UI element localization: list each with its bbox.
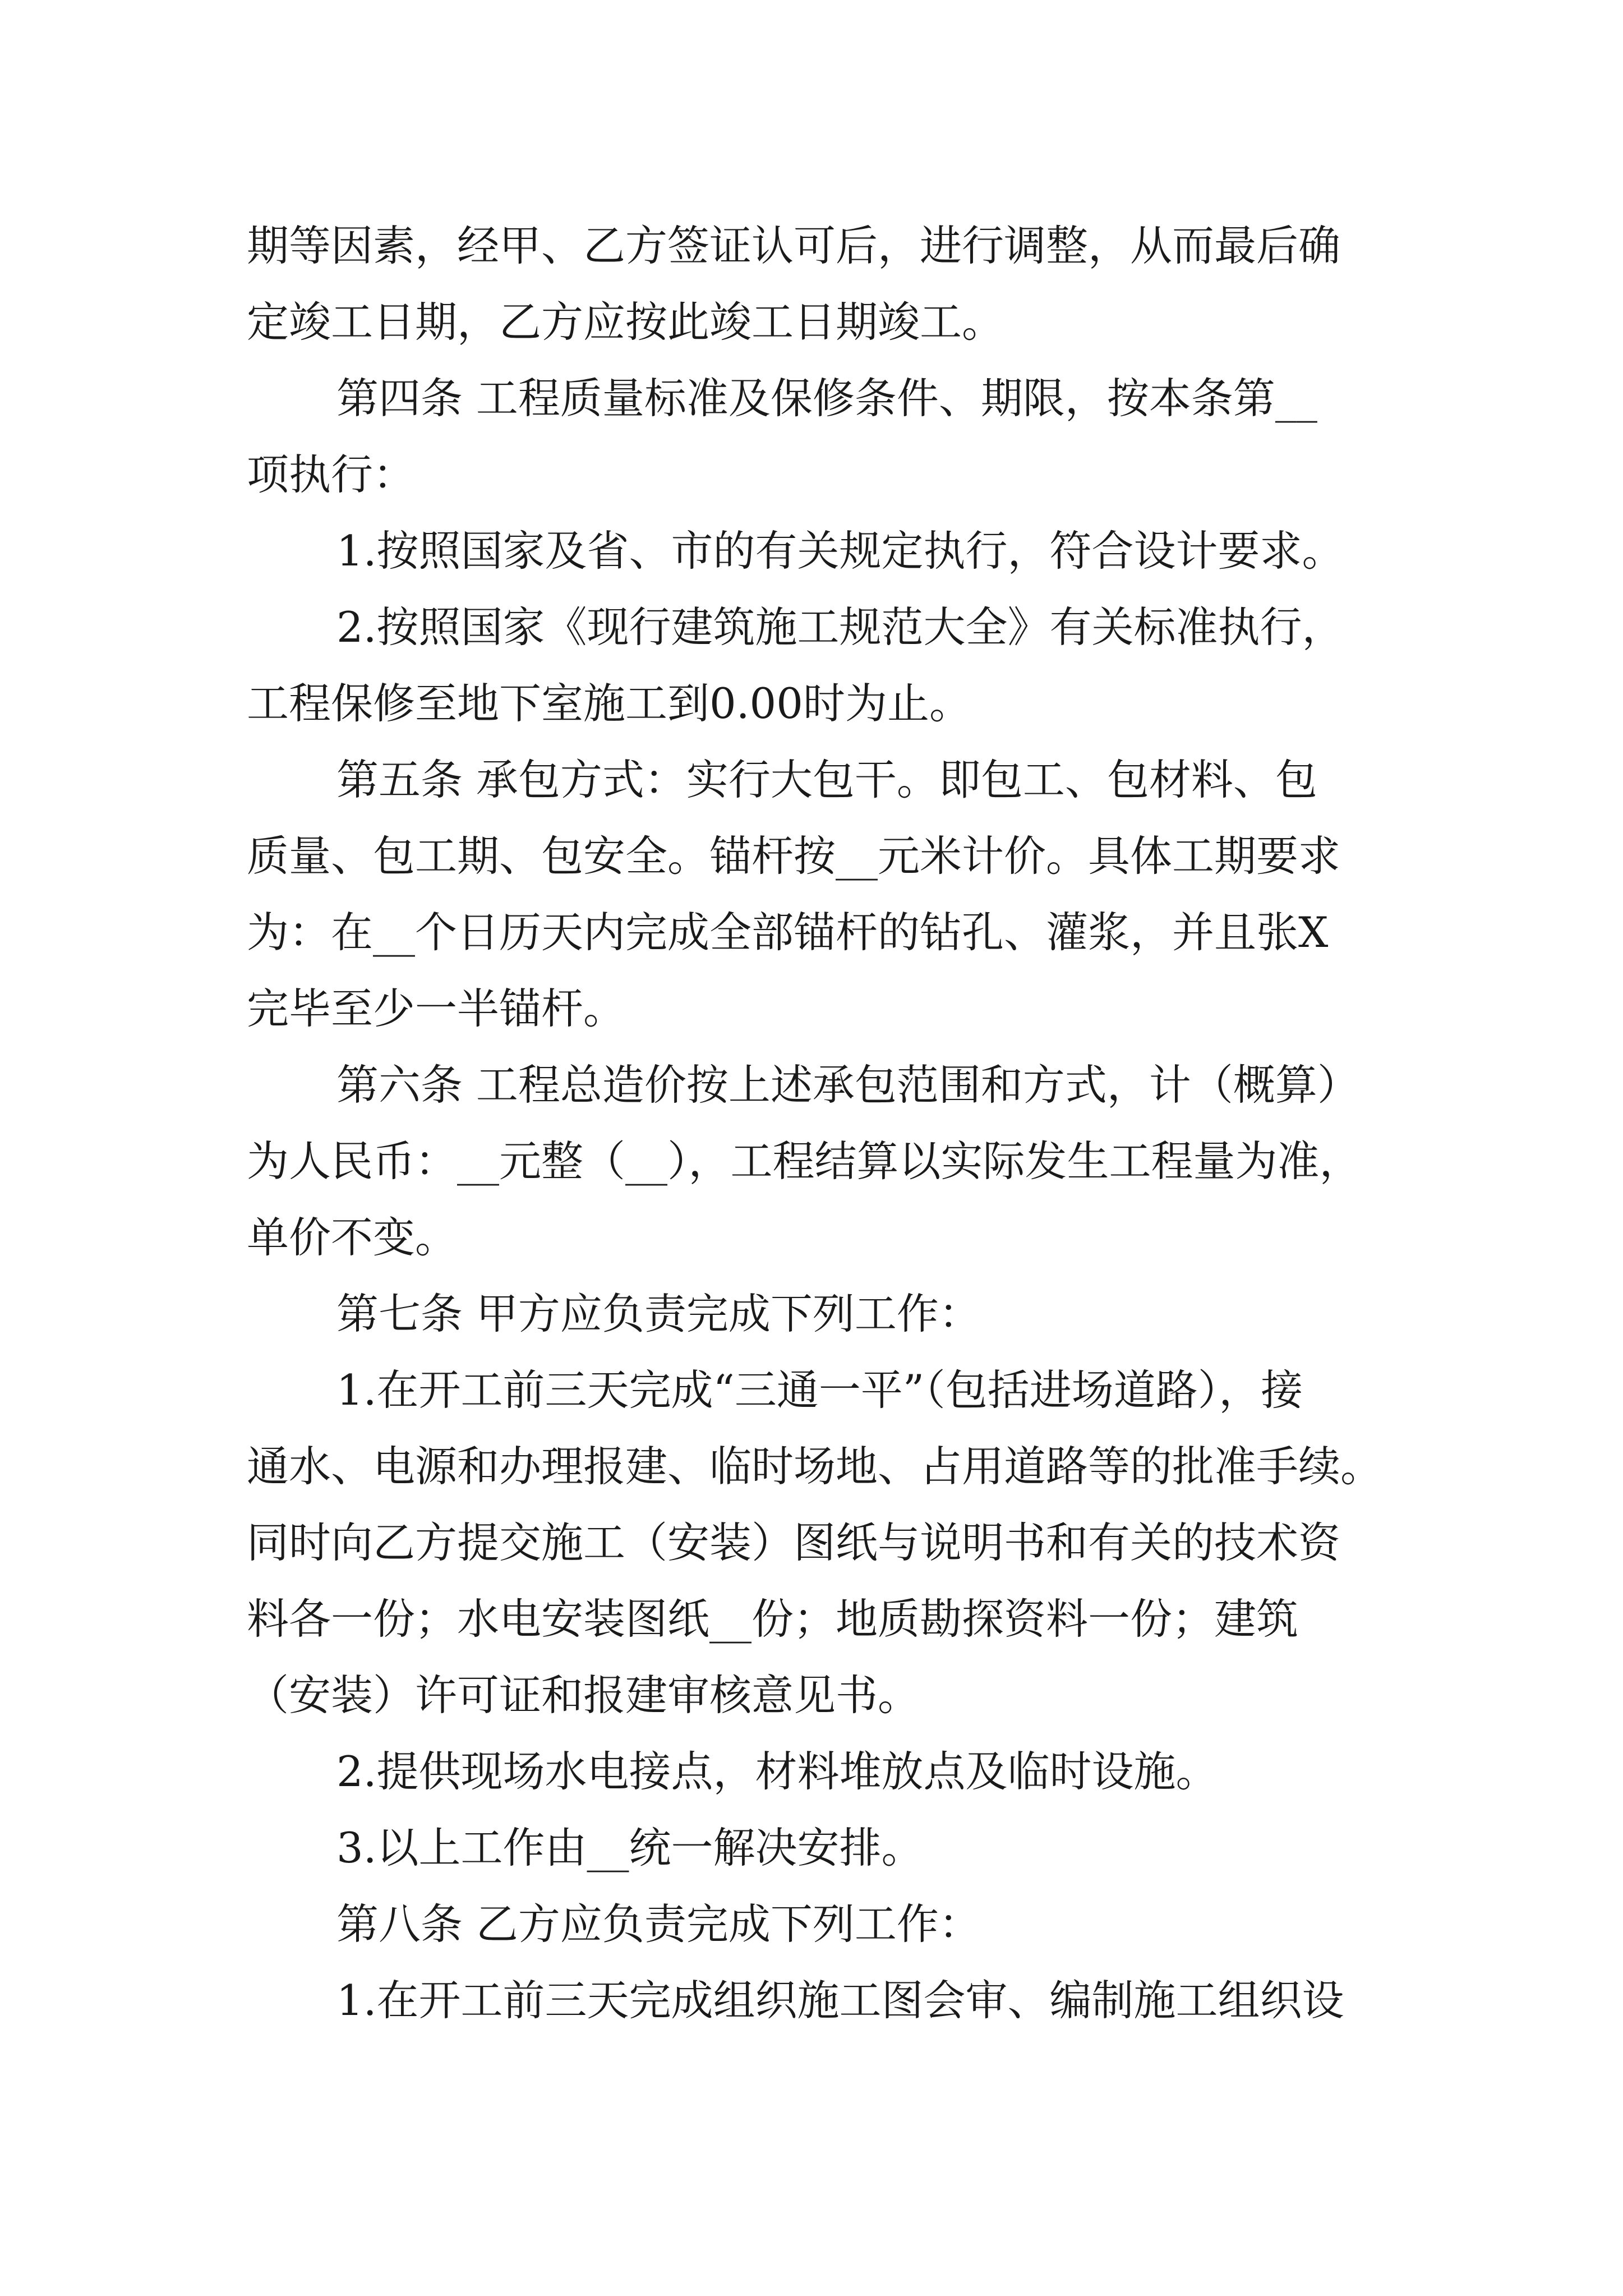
text-line: 质量、包工期、包安全。锚杆按__元米计价。具体工期要求 xyxy=(247,831,1341,881)
text-line: 期等因素，经甲、乙方签证认可后，进行调整，从而最后确 xyxy=(247,221,1341,270)
text-line: 同时向乙方提交施工（安装）图纸与说明书和有关的技术资 xyxy=(247,1518,1341,1567)
list-item-line: 2.按照国家《现行建筑施工规范大全》有关标准执行， xyxy=(336,602,1344,652)
list-item-line: 3.以上工作由__统一解决安排。 xyxy=(336,1823,924,1872)
text-line: 完毕至少一半锚杆。 xyxy=(247,984,626,1033)
list-item-line: 1.按照国家及省、市的有关规定执行，符合设计要求。 xyxy=(336,526,1344,576)
text-line: 单价不变。 xyxy=(247,1213,458,1262)
list-item-line: 1.在开工前三天完成“三通一平”（包括进场道路），接 xyxy=(336,1365,1303,1415)
article-6-heading-line: 第六条 工程总造价按上述承包范围和方式，计（概算） xyxy=(336,1060,1359,1110)
text-line: 料各一份；水电安装图纸__份；地质勘探资料一份；建筑 xyxy=(247,1594,1299,1644)
article-7-heading-line: 第七条 甲方应负责完成下列工作： xyxy=(336,1289,981,1338)
article-4-heading-line: 第四条 工程质量标准及保修条件、期限，按本条第__ xyxy=(336,374,1317,423)
text-line: （安装）许可证和报建审核意见书。 xyxy=(247,1671,920,1720)
text-line: 为人民币：__元整（__），工程结算以实际发生工程量为准， xyxy=(247,1137,1362,1186)
text-line: 项执行： xyxy=(247,450,416,499)
text-line: 工程保修至地下室施工到0.00时为止。 xyxy=(247,679,971,728)
text-line: 为：在__个日历天内完成全部锚杆的钻孔、灌浆，并且张X xyxy=(247,908,1329,957)
article-8-heading-line: 第八条 乙方应负责完成下列工作： xyxy=(336,1899,981,1949)
list-item-line: 2.提供现场水电接点，材料堆放点及临时设施。 xyxy=(336,1747,1218,1796)
article-5-heading-line: 第五条 承包方式：实行大包干。即包工、包材料、包 xyxy=(336,755,1317,804)
list-item-line: 1.在开工前三天完成组织施工图会审、编制施工组织设 xyxy=(336,1976,1344,2025)
text-line: 通水、电源和办理报建、临时场地、占用道路等的批准手续。 xyxy=(247,1442,1383,1491)
document-body xyxy=(247,208,1391,2039)
text-line: 定竣工日期，乙方应按此竣工日期竣工。 xyxy=(247,297,1004,347)
